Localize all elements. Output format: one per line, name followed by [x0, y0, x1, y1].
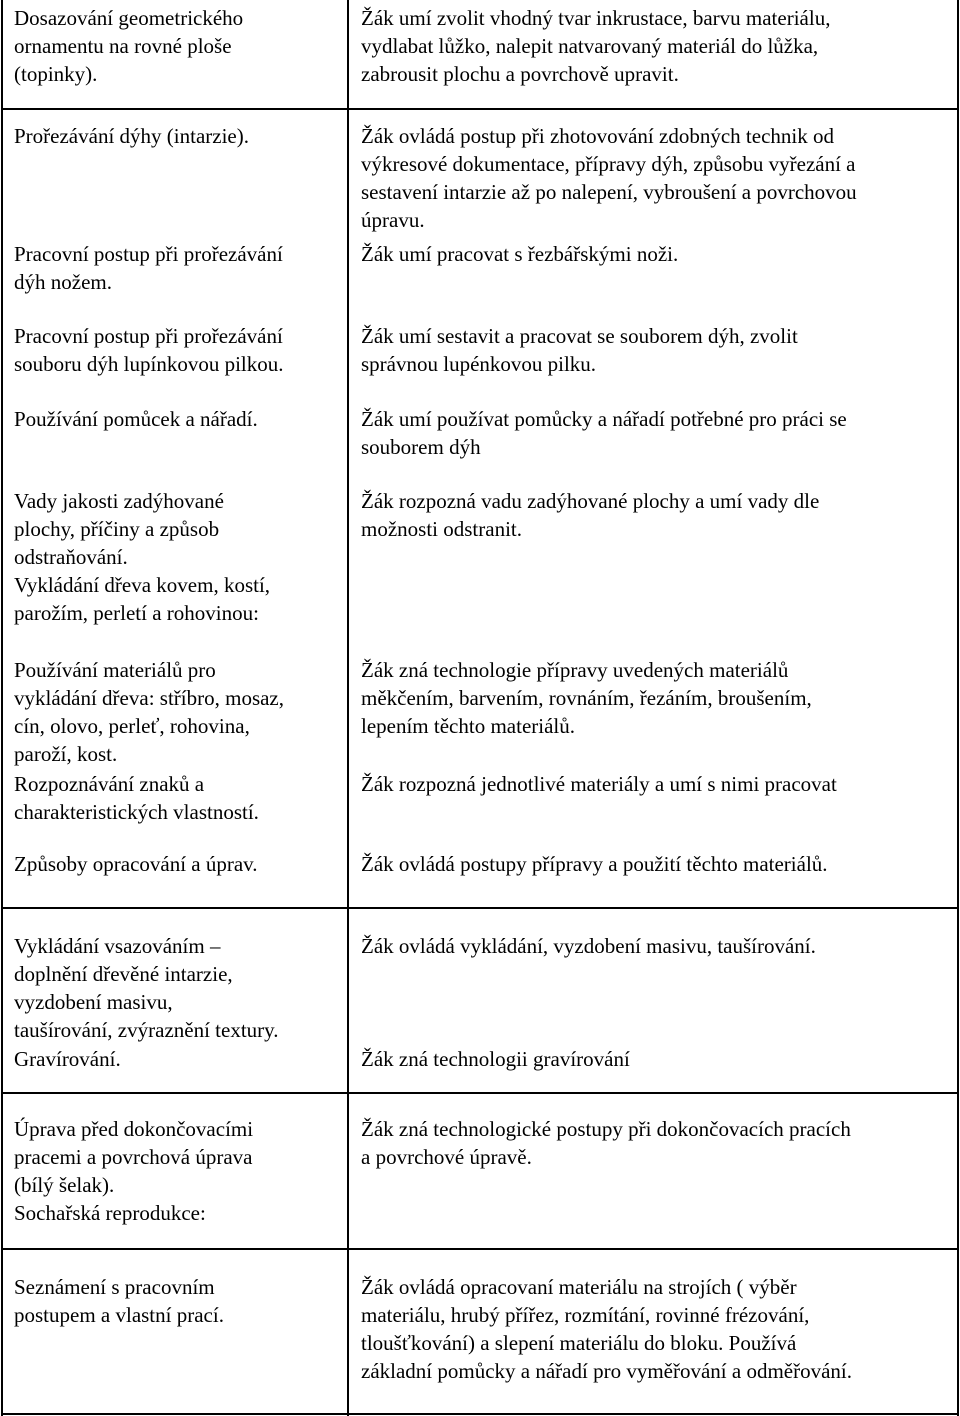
column-divider — [347, 0, 349, 1416]
topic-line: Používání pomůcek a nářadí. — [14, 407, 258, 431]
outcome-line: Žák rozpozná vadu zadýhované plochy a umí vady dle — [361, 489, 820, 513]
topic-line: Sochařská reprodukce: — [14, 1201, 206, 1225]
topic-line: Vykládání dřeva kovem, kostí, — [14, 573, 271, 597]
topic-line: Prořezávání dýhy (intarzie). — [14, 124, 249, 148]
outcome-line: Žák umí používat pomůcky a nářadí potřebné pro práci se — [361, 407, 847, 431]
outcome-line: Žák ovládá vykládání, vyzdobení masivu, taušírování. — [361, 934, 816, 958]
outcome-line: měkčením, barvením, rovnáním, řezáním, broušením, — [361, 686, 812, 710]
topic-line: parožím, perletí a rohovinou: — [14, 601, 259, 625]
outcome-line: možnosti odstranit. — [361, 517, 522, 541]
topic-line: postupem a vlastní prací. — [14, 1303, 224, 1327]
outcome-line: základní pomůcky a nářadí pro vyměřování a odměřování. — [361, 1359, 852, 1383]
outcome-line: Žák umí sestavit a pracovat se souborem dýh, zvolit — [361, 324, 798, 348]
topic-line: Úprava před dokončovacími — [14, 1117, 254, 1141]
outcome-line: výkresové dokumentace, přípravy dýh, způsobu vyřezání a — [361, 152, 856, 176]
topic-line: Dosazování geometrického — [14, 6, 244, 30]
table-border-bottom — [1, 1413, 959, 1415]
topic-line: vyzdobení masivu, — [14, 990, 173, 1014]
topic-line: Způsoby opracování a úprav. — [14, 852, 258, 876]
topic-line: Vykládání vsazováním – — [14, 934, 221, 958]
topic-line: taušírování, zvýraznění textury. — [14, 1018, 279, 1042]
outcome-line: Žák zná technologie přípravy uvedených materiálů — [361, 658, 789, 682]
outcome-line: vydlabat lůžko, nalepit natvarovaný materiál do lůžka, — [361, 34, 819, 58]
outcome-line: Žák umí zvolit vhodný tvar inkrustace, barvu materiálu, — [361, 6, 831, 30]
topic-line: Pracovní postup při prořezávání — [14, 242, 283, 266]
topic-line: charakteristických vlastností. — [14, 800, 259, 824]
outcome-line: Žák ovládá opracovaní materiálu na strojích ( výběr — [361, 1275, 797, 1299]
outcome-line: Žák ovládá postup při zhotovování zdobných technik od — [361, 124, 834, 148]
topic-line: Gravírování. — [14, 1047, 121, 1071]
topic-line: Seznámení s pracovním — [14, 1275, 215, 1299]
topic-line: odstraňování. — [14, 545, 128, 569]
topic-line: (topinky). — [14, 62, 98, 86]
topic-line: Rozpoznávání znaků a — [14, 772, 205, 796]
outcome-line: Žák zná technologické postupy při dokončovacích pracích — [361, 1117, 851, 1141]
topic-line: cín, olovo, perleť, rohovina, — [14, 714, 250, 738]
topic-line: dýh nožem. — [14, 270, 112, 294]
outcome-line: sestavení intarzie až po nalepení, vybroušení a povrchovou — [361, 180, 857, 204]
topic-line: Používání materiálů pro — [14, 658, 216, 682]
row-divider — [1, 1248, 959, 1250]
outcome-line: úpravu. — [361, 208, 425, 232]
topic-line: souboru dýh lupínkovou pilkou. — [14, 352, 284, 376]
topic-line: paroží, kost. — [14, 742, 118, 766]
topic-line: pracemi a povrchová úprava — [14, 1145, 253, 1169]
topic-line: vykládání dřeva: stříbro, mosaz, — [14, 686, 285, 710]
outcome-line: lepením těchto materiálů. — [361, 714, 575, 738]
table-border-left — [1, 0, 3, 1416]
topic-line: ornamentu na rovné ploše — [14, 34, 232, 58]
topic-line: doplnění dřevěné intarzie, — [14, 962, 233, 986]
outcome-line: materiálu, hrubý přířez, rozmítání, rovinné frézování, — [361, 1303, 810, 1327]
outcome-line: Žák rozpozná jednotlivé materiály a umí s nimi pracovat — [361, 772, 837, 796]
table-border-right — [957, 0, 959, 1416]
outcome-line: Žák umí pracovat s řezbářskými noži. — [361, 242, 679, 266]
outcome-line: tloušťkování) a slepení materiálu do bloku. Používá — [361, 1331, 797, 1355]
outcome-line: a povrchové úpravě. — [361, 1145, 532, 1169]
topic-line: (bílý šelak). — [14, 1173, 115, 1197]
outcome-line: souborem dýh — [361, 435, 481, 459]
outcome-line: Žák zná technologii gravírování — [361, 1047, 630, 1071]
outcome-line: zabrousit plochu a povrchově upravit. — [361, 62, 679, 86]
row-divider — [1, 907, 959, 909]
outcome-line: správnou lupénkovou pilku. — [361, 352, 597, 376]
topic-line: Pracovní postup při prořezávání — [14, 324, 283, 348]
outcome-line: Žák ovládá postupy přípravy a použití těchto materiálů. — [361, 852, 828, 876]
row-divider — [1, 108, 959, 110]
row-divider — [1, 1092, 959, 1094]
topic-line: plochy, příčiny a způsob — [14, 517, 220, 541]
topic-line: Vady jakosti zadýhované — [14, 489, 224, 513]
